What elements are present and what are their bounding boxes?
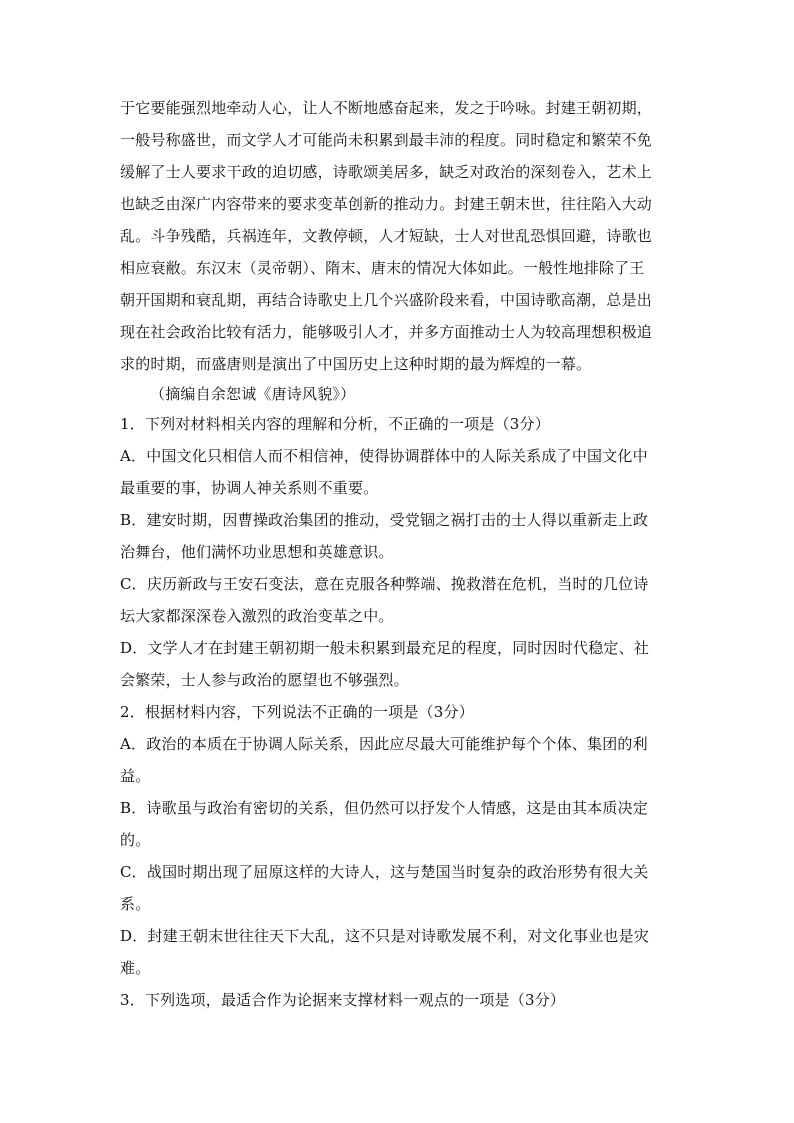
option-line: D．封建王朝末世往往天下大乱，这不只是对诗歌发展不利，对文化事业也是灾 xyxy=(120,927,650,945)
passage-line: 朝开国期和衰乱期，再结合诗歌史上几个兴盛阶段来看，中国诗歌高潮，总是出 xyxy=(120,291,653,309)
option-line: C．战国时期出现了屈原这样的大诗人，这与楚国当时复杂的政治形势有很大关 xyxy=(120,863,649,881)
option-line: C．庆历新政与王安石变法，意在克服各种弊端、挽救潜在危机，当时的几位诗 xyxy=(120,575,649,593)
question-stem: 1．下列对材料相关内容的理解和分析，不正确的一项是（3分） xyxy=(120,415,550,433)
option-line: 坛大家都深深卷入激烈的政治变革之中。 xyxy=(120,607,394,625)
option-line: A．中国文化只相信人而不相信神，使得协调群体中的人际关系成了中国文化中 xyxy=(120,447,648,465)
question-stem: 3．下列选项，最适合作为论据来支撑材料一观点的一项是（3分） xyxy=(120,991,566,1009)
passage-line: 乱。斗争残酷，兵祸连年，文教停顿，人才短缺，士人对世乱恐惧回避，诗歌也 xyxy=(120,227,653,245)
passage-line: 现在社会政治比较有活力，能够吸引人才，并多方面推动士人为较高理想积极追 xyxy=(120,323,653,341)
passage-line: 相应衰敝。东汉末（灵帝朝）、隋末、唐末的情况大体如此。一般性地排除了王 xyxy=(120,259,645,277)
passage-source: （摘编自余恕诚《唐诗风貌》） xyxy=(150,385,356,403)
option-line: 会繁荣，士人参与政治的愿望也不够强烈。 xyxy=(120,671,409,689)
passage-line: 求的时期，而盛唐则是演出了中国历史上这种时期的最为辉煌的一幕。 xyxy=(120,355,592,373)
passage-line: 也缺乏由深广内容带来的要求变革创新的推动力。封建王朝末世，往往陷入大动 xyxy=(120,195,653,213)
option-line: 系。 xyxy=(120,895,151,913)
option-line: D．文学人才在封建王朝初期一般未积累到最充足的程度，同时因时代稳定、社 xyxy=(120,639,650,657)
option-line: 最重要的事，协调人神关系则不重要。 xyxy=(120,479,379,497)
passage-line: 缓解了士人要求干政的迫切感，诗歌颂美居多，缺乏对政治的深刻卷入，艺术上 xyxy=(120,163,653,181)
option-line: B．诗歌虽与政治有密切的关系，但仍然可以抒发个人情感，这是由其本质决定 xyxy=(120,799,649,817)
question-stem: 2．根据材料内容，下列说法不正确的一项是（3分） xyxy=(120,703,474,721)
option-line: 难。 xyxy=(120,959,151,977)
passage-line: 一般号称盛世，而文学人才可能尚未积累到最丰沛的程度。同时稳定和繁荣不免 xyxy=(120,131,653,149)
option-line: 治舞台，他们满怀功业思想和英雄意识。 xyxy=(120,543,394,561)
option-line: 的。 xyxy=(120,831,151,849)
option-line: A．政治的本质在于协调人际关系，因此应尽最大可能维护每个个体、集团的利 xyxy=(120,735,648,753)
passage-line: 于它要能强烈地牵动人心，让人不断地感奋起来，发之于吟咏。封建王朝初期， xyxy=(120,99,653,117)
option-line: B．建安时期，因曹操政治集团的推动，受党锢之祸打击的士人得以重新走上政 xyxy=(120,511,649,529)
option-line: 益。 xyxy=(120,767,151,785)
